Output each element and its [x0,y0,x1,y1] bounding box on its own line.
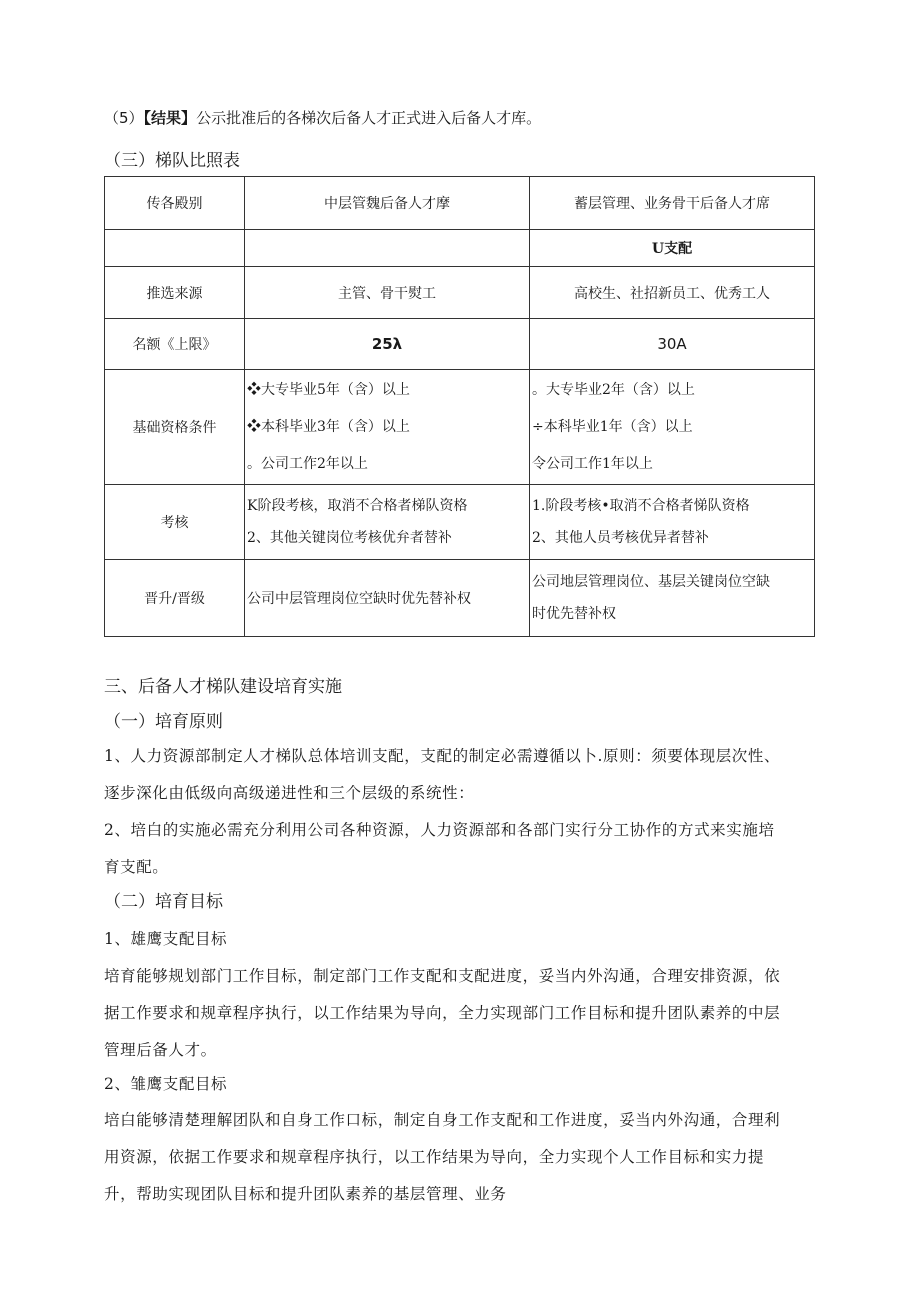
assessment-col2-cell [530,485,815,560]
source-label-cell: 推选来源 [105,267,245,319]
assessment-col1-line: K阶段考核，取消不合格者梯队资格 [247,498,468,514]
assessment-col2-line: 1.阶段考核•取消不合格者悌队资格 [532,498,750,514]
eagle-plan-line1: 培育能够规划部门工作目标，制定部门工作支配和支配进度，妥当内外沟通，合理安排资源，依 [104,967,781,985]
table-row-assessment [105,485,815,560]
principles-title: （一）培育原则 [104,712,223,732]
blank-col2-cell: U支配 [530,230,815,267]
step5-tag: 【结果】 [143,109,197,127]
qualification-col2-cell [530,370,815,485]
table-row-blank [105,230,815,267]
section3-title: 三、后备人才梯队建设培育实施 [104,677,342,697]
step5-text: 公示批准后的各梯次后备人才正式进入后备人才库。 [196,109,542,127]
table-row-source [105,267,815,319]
header-col1-cell: 中层管魏后备人才摩 [245,177,530,230]
source-col1-cell: 主管、骨干熨工 [245,267,530,319]
chick-plan-line1: 培白能够清楚理解团队和自身工作口标，制定自身工作支配和工作进度，妥当内外沟通，合理利 [104,1111,781,1129]
step5-line [104,108,541,128]
principles-p2-line2: 育支配。 [104,858,169,876]
promotion-col2-cell [530,560,815,637]
eagle-plan-title: 1、雄鹰支配目标 [104,930,228,948]
qualification-col2-line: 。大专毕业2年（含）以上 [532,381,695,398]
principles-p2-line1: 2、培白的实施必需充分利用公司各种资源，人力资源部和各部门实行分工协作的方式来实施培 [104,821,775,839]
principles-p1-line1: 1、人力资源部制定人才梯队总体培训支配，支配的制定必需遵循以卜.原则：须要体现层次性、 [104,747,781,765]
table-row-header [105,177,815,230]
promotion-col2-line: 时优先替补权 [532,606,616,622]
qualification-col2-line: ÷本科毕业1年（含）以上 [532,418,693,435]
table-row-quota [105,319,815,370]
quota-col1-cell: 25λ [245,319,530,370]
ladder-comparison-table [104,176,815,637]
table-row-qualification [105,370,815,485]
qualification-col1-cell [245,370,530,485]
header-col2-cell: 蓄层管理、业务骨干后备人才席 [530,177,815,230]
qualification-col1-line: ❖大专毕业5年（含）以上 [247,381,410,398]
step5-prefix: （5） [104,109,144,127]
qualification-label-cell: 基础资格条件 [105,370,245,485]
assessment-col1-cell [245,485,530,560]
assessment-label-cell: 考核 [105,485,245,560]
qualification-col2-line: 令公司工作1年以上 [532,455,653,472]
promotion-col2-line: 公司地层管理岗位、基层关键岗位空缺 [532,574,770,590]
blank-col1-cell [245,230,530,267]
assessment-col1-line: 2、其他关键岗位考核优弁者替补 [247,530,452,546]
blank-label-cell [105,230,245,267]
goals-title: （二）培育目标 [104,892,223,912]
eagle-plan-line3: 管理后备人才。 [104,1041,217,1059]
header-label-cell: 传各殿别 [105,177,245,230]
table-row-promotion [105,560,815,637]
chick-plan-line3: 升，帮助实现团队目标和提升团队素养的基层管理、业务 [104,1185,507,1203]
assessment-col2-line: 2、其他人员考核优异者替补 [532,530,709,546]
promotion-col1-cell: 公司中层管理岗位空缺时优先替补权 [245,560,530,637]
promotion-label-cell: 晋升/晋级 [105,560,245,637]
chick-plan-title: 2、雏鹰支配目标 [104,1075,228,1093]
quota-col2-cell: 30A [530,319,815,370]
qualification-col1-line: ❖本科毕业3年（含）以上 [247,418,410,435]
eagle-plan-line2: 据工作要求和规章程序执行，以工作结果为导向，全力实现部门工作目标和提升团队素养的中层 [104,1004,781,1022]
quota-label-cell: 名额《上限》 [105,319,245,370]
table-title: （三）梯队比照表 [104,151,240,171]
qualification-col1-line: 。公司工作2年以上 [247,455,368,472]
source-col2-cell: 高校生、社招新员工、优秀工人 [530,267,815,319]
chick-plan-line2: 用资源，依据工作要求和规章程序执行，以工作结果为导向，全力实现个人工作目标和实力提 [104,1148,765,1166]
principles-p1-line2: 逐步深化由低级向高级递进性和三个层级的系统性： [104,784,475,802]
